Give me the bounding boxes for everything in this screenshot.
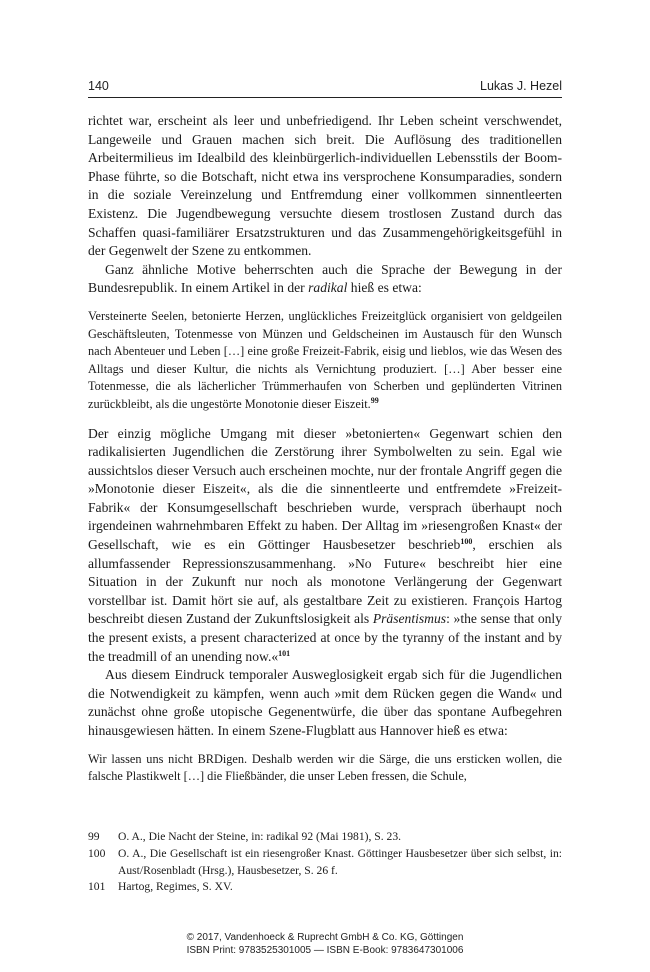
block-quote-1: [88, 308, 562, 414]
paragraph-3: [88, 425, 562, 667]
footnote-number: 99: [88, 830, 100, 843]
paragraph-3-text-a: Der einzig mögliche Umgang mit dieser »betonierten« Gegenwart schien den radikalisierten Jugendlichen die Zerstörung ihrer Symbolwelten zu sein. Egal wie aussichtslos dieser Versuch auch erscheinen mochte, nur der frontale Angriff gegen die »Monotonie dieser Eiszeit«, als die die sinnentleerte und entfremdete »Freizeit-Fabrik« der Konsumgesellschaft beschrieben wurde, versprach überhaupt noch irgendeinen wahrnehmbaren Effekt zu haben. Der Alltag im »riesengroßen Knast« der Gesellschaft, wie es ein Göttinger Hausbesetzer beschrieb: [88, 425, 562, 553]
copyright-line: © 2017, Vandenhoeck & Ruprecht GmbH & Co. KG, Göttingen: [186, 932, 464, 943]
term-praesentismus: Präsentismus: [372, 611, 447, 627]
paragraph-2: [88, 261, 562, 298]
paragraph-4: Aus diesem Eindruck temporaler Ausweglosigkeit ergab sich für die Jugendlichen die Notwendigkeit zu kämpfen, wenn auch »mit dem Rücken gegen die Wand« und zunächst ohne große utopische Gegenentwürfe, die über das spontane Aufbegehren hinausgewiesen hätten. In einem Szene-Flugblatt aus Hannover hieß es etwa:: [88, 667, 562, 738]
footnote-100: [88, 846, 562, 880]
block-quote-2: Wir lassen uns nicht BRDigen. Deshalb werden wir die Särge, die uns ersticken wollen, die falsche Plastikwelt […] die Fließbänder, die unser Leben fressen, die Schule,: [88, 751, 562, 784]
footnote-101: [88, 879, 562, 896]
footnote-99: [88, 829, 562, 846]
author-name: Lukas J. Hezel: [480, 79, 562, 93]
footnote-text: Hartog, Regimes, S. XV.: [118, 880, 233, 894]
footnote-number: 100: [88, 846, 106, 860]
header-rule: [88, 97, 562, 98]
journal-title: radikal: [308, 280, 348, 296]
paragraph-2-text-b: hieß es etwa:: [347, 280, 422, 296]
page-number: 140: [88, 79, 109, 93]
copyright-notice: [0, 932, 650, 957]
footnote-ref-100[interactable]: 100: [460, 537, 473, 547]
footnote-ref-99[interactable]: 99: [370, 395, 379, 405]
footnote-ref-101[interactable]: 101: [278, 648, 291, 658]
footnotes: [88, 829, 562, 896]
paragraph-3-text-c: : »the sense that only the present exists, a present characterized at once by the tyranny of the instant and by the treadmill of an unending now.«: [88, 611, 562, 664]
paragraph-3-text-b: , erschien als allumfassender Repressionszusammenhang. »No Future« beschreibt hier eine Situation in der Zukunft nur noch als monotone Verlängerung der Gegenwart vorstellbar ist. Damit hört sie auf, als gestaltbare Zeit zu existieren. François Hartog beschreibt diesen Zustand der Zukunftslosigkeit als: [88, 537, 562, 627]
footnote-number: 101: [88, 880, 106, 894]
paragraph-2-text-a: Ganz ähnliche Motive beherrschten auch die Sprache der Bewegung in der Bundesrepublik. In einem Artikel in der: [88, 261, 562, 296]
isbn-line: ISBN Print: 9783525301005 — ISBN E-Book: 9783647301006: [186, 944, 464, 956]
block-quote-1-text: Versteinerte Seelen, betonierte Herzen, unglückliches Freizeitglück organisiert von geldgeilen Geschäftsleuten, Totenmesse von Münzen und Geldscheinen im Austausch für den Wunsch nach Abenteuer und Leben […] eine große Freizeit-Fabrik, eisig und lieblos, wie das Wesen des Alltags und dieser Kultur, die nichts als Vernichtung produziert. […] Aber besser eine Totenmesse, die als lächerlicher Trümmerhaufen von Scherben und geplünderten Vitrinen zurückbleibt, als die ungestörte Monotonie dieser Eiszeit.: [88, 308, 562, 411]
paragraph-1: richtet war, erscheint als leer und unbefriedigend. Ihr Leben scheint verschwendet, Langeweile und Grauen machen sich breit. Die Auflösung des traditionellen Arbeitermilieus im Idealbild des kleinbürgerlich-individuellen Lebensstils der Boom-Phase führte, so die Botschaft, nicht etwa ins versprochene Konsumparadies, sondern in die soziale Vereinzelung und Entfremdung einer vollkommen sinnentleerten Existenz. Die Jugendbewegung versuchte diesem trostlosen Zustand durch das Schaffen quasi-familiärer Ersatzstrukturen und das Zusammengehörigkeitsgefühl in der Gegenwelt der Szene zu entkommen.: [88, 113, 562, 259]
main-text: [88, 112, 562, 797]
running-head: [88, 79, 562, 93]
footnote-text: O. A., Die Gesellschaft ist ein riesengroßer Knast. Göttinger Hausbesetzer über sich selbst, in: Aust/Rosenbladt (Hrsg.), Hausbesetzer, S. 26 f.: [118, 846, 562, 877]
footnote-text: O. A., Die Nacht der Steine, in: radikal 92 (Mai 1981), S. 23.: [118, 830, 402, 843]
